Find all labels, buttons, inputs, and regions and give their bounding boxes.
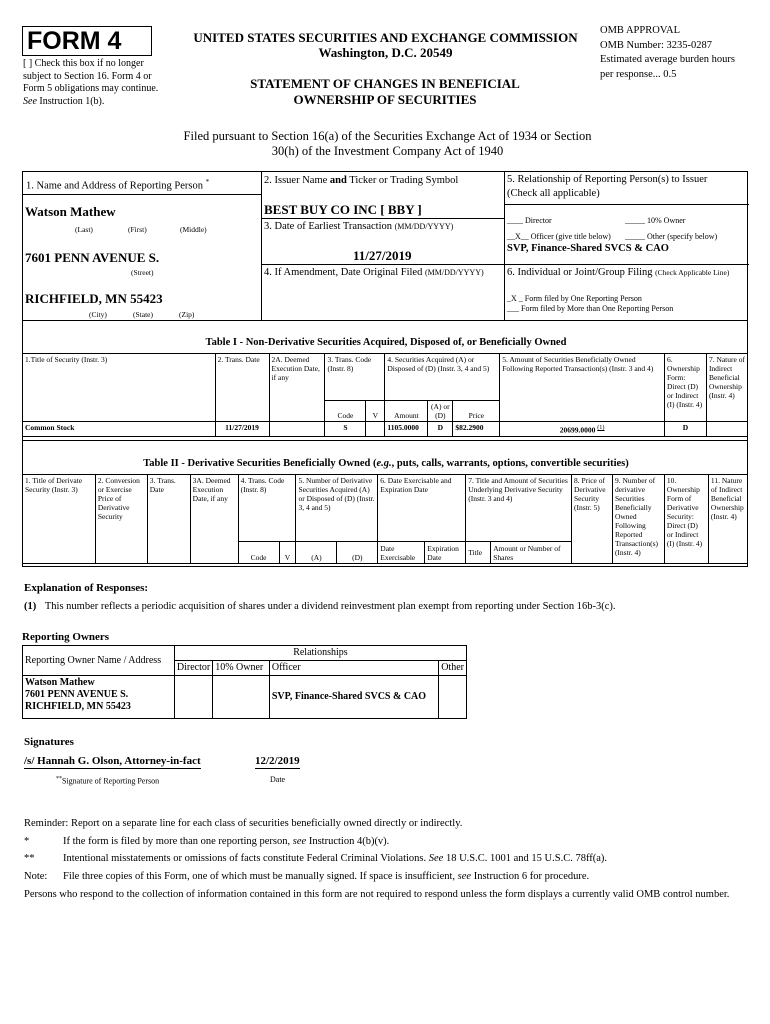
t1-h1: 1.Title of Security (Instr. 3): [23, 354, 215, 422]
t2-sub-a: (A): [296, 542, 337, 564]
t1-sub-v: V: [366, 401, 385, 422]
t2-h3a: 3A. Deemed Execution Date, if any: [190, 475, 238, 564]
t1-h7: 7. Nature of Indirect Beneficial Ownership (Instr. 4): [706, 354, 748, 422]
box2-label: 2. Issuer Name and Ticker or Trading Symbol: [264, 175, 459, 186]
reporting-owners-heading: Reporting Owners: [22, 631, 110, 643]
last-label: (Last): [75, 225, 93, 234]
t1-security: Common Stock: [23, 422, 215, 437]
ro-col-name: Reporting Owner Name / Address: [23, 646, 175, 676]
ro-col-director: Director: [174, 661, 212, 676]
t1-h5: 5. Amount of Securities Beneficially Owned Following Reported Transaction(s) (Instr. 3 and 4): [500, 354, 665, 422]
footnote-mark: (1): [24, 601, 37, 612]
table1-title: Table I - Non-Derivative Securities Acquired, Disposed of, or Beneficially Owned: [205, 337, 567, 348]
check-box-see: See: [23, 95, 37, 107]
city-label: (City): [89, 310, 107, 319]
t1-price: $82.2900: [453, 422, 500, 437]
signer-name: /s/ Hannah G. Olson, Attorney-in-fact: [24, 755, 201, 767]
t2-h9: 9. Number of derivative Securities Beneficially Owned Following Reported Transaction(s) (Instr. 4): [612, 475, 664, 564]
omb-number: OMB Number: 3235-0287: [600, 39, 712, 51]
form-title-box: [22, 26, 152, 56]
t1-date: 11/27/2019: [215, 422, 269, 437]
form-title: FORM 4: [27, 27, 122, 55]
t2-h7: 7. Title and Amount of Securities Underlying Derivative Security (Instr. 3 and 4): [466, 475, 572, 542]
t2-sub-date-ex: Date Exercisable: [378, 542, 425, 564]
earliest-transaction-date: 11/27/2019: [353, 248, 412, 263]
t2-h6: 6. Date Exercisable and Expiration Date: [378, 475, 466, 542]
officer-title: SVP, Finance-Shared SVCS & CAO: [507, 243, 669, 254]
agency-location: Washington, D.C. 20549: [318, 45, 453, 60]
table1: [23, 353, 748, 437]
ro-owner-officer: SVP, Finance-Shared SVCS & CAO: [269, 676, 438, 719]
t2-sub-title: Title: [466, 542, 491, 564]
officer-option[interactable]: __X__ Officer (give title below): [507, 232, 611, 241]
t1-h4: 4. Securities Acquired (A) or Disposed of (D) (Instr. 3, 4 and 5): [385, 354, 500, 401]
t2-h4: 4. Trans. Code (Instr. 8): [238, 475, 296, 542]
filed-pursuant: Filed pursuant to Section 16(a) of the Securities Exchange Act of 1934 or Section 30(h) of the Investment Company Act of 1940: [183, 129, 592, 158]
footnote-text: This number reflects a periodic acquisition of shares under a dividend reinvestment plan exempt from reporting under Section 16b-3(c).: [44, 601, 616, 612]
t2-sub-exp: Expiration Date: [425, 542, 466, 564]
explanation-heading: Explanation of Responses:: [24, 582, 149, 594]
t2-h8: 8. Price of Derivative Security (Instr. 5): [571, 475, 612, 564]
persons-note: Persons who respond to the collection of information contained in this form are not required to respond unless the form displays a currently valid OMB control number.: [24, 889, 730, 900]
t2-sub-v: V: [279, 542, 296, 564]
box1-label: 1. Name and Address of Reporting Person *: [26, 178, 210, 192]
footnote-1: [24, 600, 754, 613]
table-row: [23, 676, 467, 719]
omb-approval: OMB APPROVAL: [600, 25, 681, 36]
check-box-text: [ ] Check this box if no longer subject to Section 16. Form 4 or Form 5 obligations may continue.: [23, 58, 159, 94]
ten-pct-option[interactable]: _____ 10% Owner: [625, 216, 686, 225]
director-option[interactable]: ____ Director: [507, 216, 552, 225]
t2-h3: 3. Trans. Date: [147, 475, 190, 564]
table2: [23, 474, 748, 564]
t1-code: S: [325, 422, 366, 437]
reporting-person-section: [22, 171, 748, 321]
other-option[interactable]: _____ Other (specify below): [625, 232, 718, 241]
t1-h2a: 2A. Deemed Execution Date, if any: [269, 354, 325, 422]
t2-sub-amt: Amount or Number of Shares: [491, 542, 572, 564]
t1-sub-code: Code: [325, 401, 366, 422]
box6-label: 6. Individual or Joint/Group Filing (Check Applicable Line): [507, 267, 730, 278]
star-note: * If the form is filed by more than one reporting person, see Instruction 4(b)(v).: [24, 836, 390, 847]
first-label: (First): [128, 225, 147, 234]
t1-amount: 1105.0000: [385, 422, 428, 437]
t2-h1: 1. Title of Derivate Security (Instr. 3): [23, 475, 95, 564]
box3-label: 3. Date of Earliest Transaction (MM/DD/YYYY): [264, 221, 454, 232]
date-label: Date: [270, 775, 286, 784]
table1-frame: [22, 321, 748, 441]
reporting-person-street: 7601 PENN AVENUE S.: [25, 250, 160, 265]
reporting-person-city: RICHFIELD, MN 55423: [25, 291, 163, 306]
issuer-name: BEST BUY CO INC [ BBY ]: [264, 202, 422, 217]
table2-title: Table II - Derivative Securities Beneficially Owned (e.g., puts, calls, warrants, options, convertible securities): [143, 458, 629, 469]
check-box-note: [23, 58, 168, 108]
t1-sub-aord: (A) or (D): [428, 401, 453, 422]
t2-h5: 5. Number of Derivative Securities Acquired (A) or Disposed of (D) (Instr. 3, 4 and 5): [296, 475, 378, 542]
t1-aord: D: [428, 422, 453, 437]
note-line: Note: File three copies of this Form, one of which must be manually signed. If space is insufficient, see Instruction 6 for procedure.: [24, 871, 590, 882]
filed-by-more[interactable]: ___ Form filed by More than One Reporting Person: [507, 304, 674, 313]
ro-col-ten: 10% Owner: [213, 661, 270, 676]
t1-form: D: [664, 422, 706, 437]
t1-h3: 3. Trans. Code (Instr. 8): [325, 354, 385, 401]
t2-h11: 11. Nature of Indirect Beneficial Ownership (Instr. 4): [708, 475, 748, 564]
signature-date: 12/2/2019: [255, 755, 300, 767]
omb-burden: Estimated average burden hours per response... 0.5: [600, 54, 735, 80]
ro-col-rel: Relationships: [174, 646, 466, 661]
state-label: (State): [133, 310, 153, 319]
reminder: Reminder: Report on a separate line for each class of securities beneficially owned directly or indirectly.: [24, 818, 463, 829]
box4-label: 4. If Amendment, Date Original Filed (MM/DD/YYYY): [264, 267, 484, 278]
ro-col-officer: Officer: [269, 661, 438, 676]
table-row: [23, 422, 748, 437]
street-label: (Street): [131, 268, 154, 277]
signature-label: **Signature of Reporting Person: [56, 776, 160, 786]
reporting-owners-table: [22, 645, 467, 719]
dstar-note: ** Intentional misstatements or omissions of facts constitute Federal Criminal Violations. See 18 U.S.C. 1001 and 15 U.S.C. 78ff(a).: [24, 853, 608, 864]
middle-label: (Middle): [180, 225, 207, 234]
table2-frame: [22, 441, 748, 567]
t2-h2: 2. Conversion or Exercise Price of Derivative Security: [95, 475, 147, 564]
footnote-link[interactable]: (1): [597, 424, 605, 431]
t1-h6: 6. Ownership Form: Direct (D) or Indirect (I) (Instr. 4): [664, 354, 706, 422]
agency-name: UNITED STATES SECURITIES AND EXCHANGE COMMISSION: [193, 30, 578, 45]
ro-owner: Watson Mathew 7601 PENN AVENUE S. RICHFIELD, MN 55423: [23, 676, 175, 719]
zip-label: (Zip): [179, 310, 195, 319]
check-box-instr: Instruction 1(b).: [39, 95, 105, 107]
t2-h10: 10. Ownership Form of Derivative Security: Direct (D) or Indirect (I) (Instr. 4): [664, 475, 708, 564]
t1-sub-price: Price: [453, 401, 500, 422]
omb-box: [600, 24, 750, 82]
ro-col-other: Other: [439, 661, 467, 676]
reporting-person-name: Watson Mathew: [25, 204, 116, 219]
t2-sub-d: (D): [337, 542, 378, 564]
t1-h2: 2. Trans. Date: [215, 354, 269, 422]
t1-owned: 20699.0000 $^{(1)}$: [500, 422, 665, 437]
t2-sub-code: Code: [238, 542, 279, 564]
statement-title: STATEMENT OF CHANGES IN BENEFICIAL OWNERSHIP OF SECURITIES: [250, 76, 520, 107]
filed-by-one[interactable]: _X _ Form filed by One Reporting Person: [507, 294, 642, 303]
box5-label: 5. Relationship of Reporting Person(s) to Issuer (Check all applicable): [507, 174, 708, 199]
t1-sub-amount: Amount: [385, 401, 428, 422]
signatures-heading: Signatures: [24, 736, 74, 748]
